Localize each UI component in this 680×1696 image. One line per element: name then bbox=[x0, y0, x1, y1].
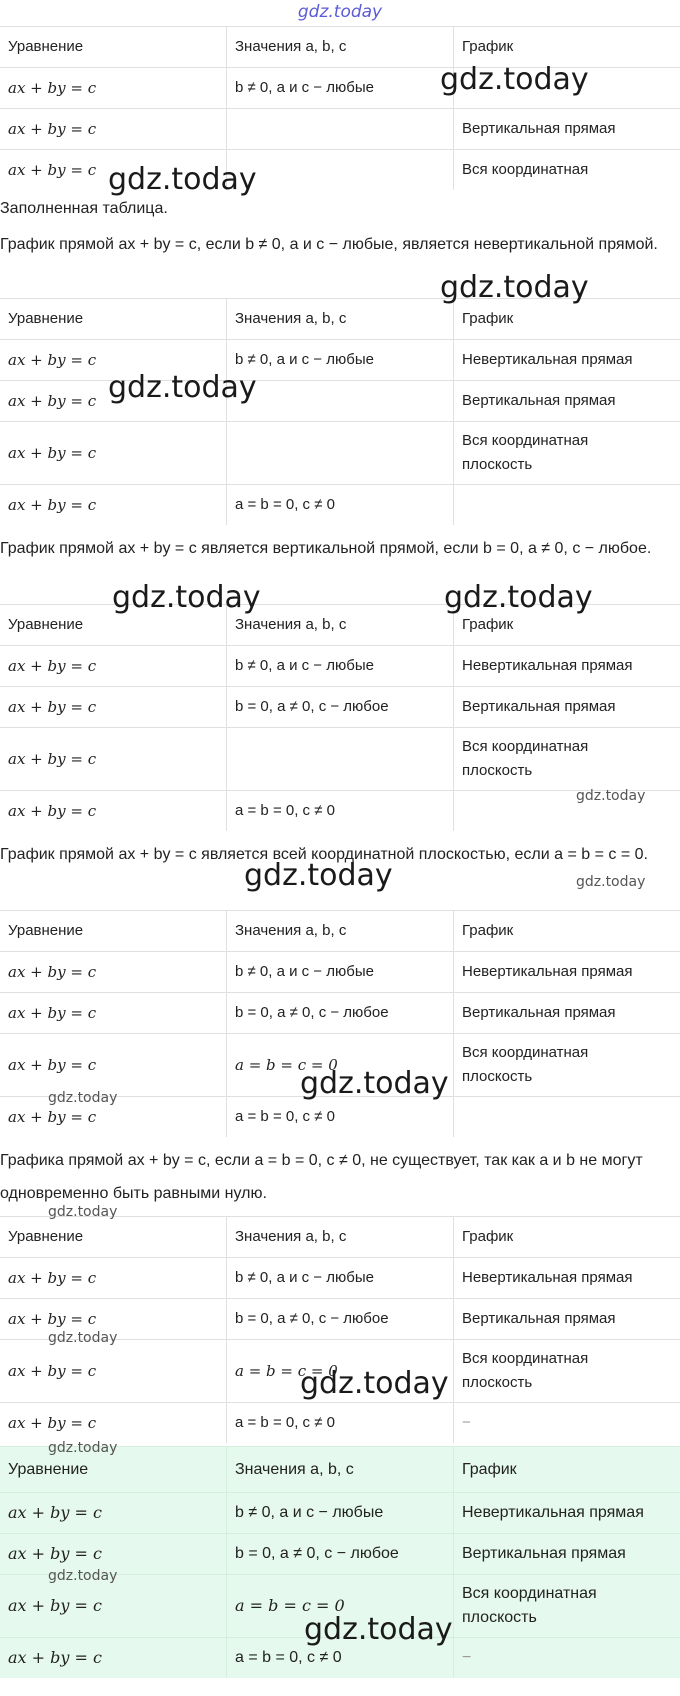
cell-values: b ≠ 0, a и c − любые bbox=[227, 952, 454, 993]
table-3 bbox=[0, 604, 680, 831]
watermark-text: gdz.today bbox=[576, 788, 646, 804]
cell-values: b = 0, a ≠ 0, c − любое bbox=[227, 687, 454, 728]
cell-equation: ax + by = c bbox=[0, 1493, 227, 1534]
cell-equation: ax + by = c bbox=[0, 340, 227, 381]
cell-graph: Вся координатная bbox=[462, 1044, 589, 1061]
cell-graph: Невертикальная прямая bbox=[454, 340, 680, 381]
watermark-text: gdz.today bbox=[444, 580, 593, 615]
header-values: Значения a, b, c bbox=[227, 27, 454, 68]
header-graph: График bbox=[454, 299, 680, 340]
table-1 bbox=[0, 26, 680, 190]
cell-values: b = 0, a ≠ 0, c − любое bbox=[227, 1299, 454, 1340]
cell-values: a = b = c = 0 bbox=[227, 1034, 454, 1097]
header-equation: Уравнение bbox=[0, 1217, 227, 1258]
paragraph-3: График прямой ax + by = c является вертикальной прямой, если b = 0, a ≠ 0, c − любое. bbox=[0, 540, 652, 557]
cell-graph: − bbox=[454, 1638, 680, 1679]
paragraph-4: График прямой ax + by = c является всей координатной плоскостью, если a = b = c = 0. bbox=[0, 846, 648, 863]
watermark-text: gdz.today bbox=[48, 1330, 118, 1346]
table-4 bbox=[0, 910, 680, 1137]
cell-equation: ax + by = c bbox=[0, 109, 227, 150]
cell-graph: Вертикальная прямая bbox=[454, 1534, 680, 1575]
top-watermark: gdz.today bbox=[297, 2, 383, 22]
header-equation: Уравнение bbox=[0, 605, 227, 646]
table-final bbox=[0, 1446, 680, 1678]
cell-values: a = b = c = 0 bbox=[227, 1575, 454, 1638]
paragraph-2: График прямой ax + by = c, если b ≠ 0, a и c − любые, является невертикальной прямой. bbox=[0, 236, 658, 253]
cell-equation: ax + by = c bbox=[0, 791, 227, 832]
cell-graph: плоскость bbox=[462, 1374, 533, 1391]
watermark-text: gdz.today bbox=[108, 162, 257, 197]
cell-equation: ax + by = c bbox=[0, 485, 227, 526]
cell-values: a = b = 0, c ≠ 0 bbox=[227, 1638, 454, 1679]
cell-graph: Вертикальная прямая bbox=[454, 1299, 680, 1340]
cell-values: a = b = 0, c ≠ 0 bbox=[227, 791, 454, 832]
watermark-text: gdz.today bbox=[440, 62, 589, 97]
paragraph-1: Заполненная таблица. bbox=[0, 200, 168, 217]
cell-equation: ax + by = c bbox=[0, 993, 227, 1034]
watermark-text: gdz.today bbox=[48, 1204, 118, 1220]
cell-equation: ax + by = c bbox=[0, 1340, 227, 1403]
cell-values: b ≠ 0, a и c − любые bbox=[227, 1258, 454, 1299]
cell-values: b = 0, a ≠ 0, c − любое bbox=[227, 1534, 454, 1575]
cell-graph: плоскость bbox=[462, 1068, 533, 1085]
header-equation: Уравнение bbox=[0, 27, 227, 68]
cell-equation: ax + by = c bbox=[0, 68, 227, 109]
cell-equation: ax + by = c bbox=[0, 1638, 227, 1679]
cell-equation: ax + by = c bbox=[0, 1097, 227, 1138]
cell-equation: ax + by = c bbox=[0, 1034, 227, 1097]
cell-equation: ax + by = c bbox=[0, 646, 227, 687]
cell-equation: ax + by = c bbox=[0, 422, 227, 485]
watermark-text: gdz.today bbox=[108, 370, 257, 405]
cell-equation: ax + by = c bbox=[0, 1575, 227, 1638]
cell-graph: плоскость bbox=[462, 762, 533, 779]
cell-graph: Вся координатная bbox=[462, 432, 589, 449]
cell-graph: Вся координатная bbox=[454, 150, 680, 191]
header-equation: Уравнение bbox=[0, 1447, 227, 1493]
cell-equation: ax + by = c bbox=[0, 150, 227, 191]
cell-equation: ax + by = c bbox=[0, 728, 227, 791]
paragraph-5: Графика прямой ax + by = c, если a = b = 0, c ≠ 0, не существует, так как a и b не могут одновременно быть равными нулю. bbox=[0, 1152, 643, 1202]
watermark-text: gdz.today bbox=[48, 1568, 118, 1584]
watermark-text: gdz.today bbox=[300, 1066, 449, 1101]
cell-graph: Вся координатная bbox=[462, 738, 589, 755]
cell-values: a = b = c = 0 bbox=[227, 1340, 454, 1403]
cell-equation: ax + by = c bbox=[0, 1403, 227, 1444]
cell-graph: плоскость bbox=[462, 456, 533, 473]
cell-equation: ax + by = c bbox=[0, 952, 227, 993]
cell-values: b ≠ 0, a и c − любые bbox=[227, 1493, 454, 1534]
header-equation: Уравнение bbox=[0, 299, 227, 340]
cell-values: b ≠ 0, a и c − любые bbox=[227, 646, 454, 687]
table-2 bbox=[0, 298, 680, 525]
watermark-text: gdz.today bbox=[112, 580, 261, 615]
header-graph: График bbox=[454, 1447, 680, 1493]
cell-equation: ax + by = c bbox=[0, 687, 227, 728]
watermark-text: gdz.today bbox=[576, 874, 646, 890]
cell-values: b ≠ 0, a и c − любые bbox=[227, 340, 454, 381]
watermark-text: gdz.today bbox=[300, 1366, 449, 1401]
cell-graph: Вся координатная bbox=[462, 1585, 597, 1602]
header-values: Значения a, b, c bbox=[227, 1217, 454, 1258]
cell-values: a = b = 0, c ≠ 0 bbox=[227, 1097, 454, 1138]
cell-values: a = b = 0, c ≠ 0 bbox=[227, 485, 454, 526]
cell-graph: Невертикальная прямая bbox=[454, 1493, 680, 1534]
header-values: Значения a, b, c bbox=[227, 1447, 454, 1493]
header-graph: График bbox=[454, 605, 680, 646]
header-graph: График bbox=[454, 1217, 680, 1258]
cell-equation: ax + by = c bbox=[0, 381, 227, 422]
header-graph: График bbox=[454, 27, 680, 68]
watermark-text: gdz.today bbox=[304, 1612, 453, 1647]
cell-equation: ax + by = c bbox=[0, 1299, 227, 1340]
cell-graph: Вертикальная прямая bbox=[454, 381, 680, 422]
cell-values: b = 0, a ≠ 0, c − любое bbox=[227, 993, 454, 1034]
table-5 bbox=[0, 1216, 680, 1443]
cell-graph: Невертикальная прямая bbox=[454, 646, 680, 687]
cell-values: a = b = 0, c ≠ 0 bbox=[227, 1403, 454, 1444]
cell-graph: Вся координатная bbox=[462, 1350, 589, 1367]
header-equation: Уравнение bbox=[0, 911, 227, 952]
cell-values: b ≠ 0, a и c − любые bbox=[227, 68, 454, 109]
cell-equation: ax + by = c bbox=[0, 1258, 227, 1299]
cell-graph: плоскость bbox=[462, 1609, 537, 1626]
watermark-text: gdz.today bbox=[440, 270, 589, 305]
cell-graph: Невертикальная прямая bbox=[454, 1258, 680, 1299]
header-values: Значения a, b, c bbox=[227, 911, 454, 952]
cell-graph: Невертикальная прямая bbox=[454, 952, 680, 993]
header-graph: График bbox=[454, 911, 680, 952]
cell-equation: ax + by = c bbox=[0, 1534, 227, 1575]
cell-graph: Вертикальная прямая bbox=[454, 993, 680, 1034]
cell-graph: Вертикальная прямая bbox=[454, 687, 680, 728]
watermark-text: gdz.today bbox=[48, 1090, 118, 1106]
watermark-text: gdz.today bbox=[48, 1440, 118, 1456]
watermark-text: gdz.today bbox=[244, 858, 393, 893]
header-values: Значения a, b, c bbox=[227, 299, 454, 340]
cell-graph: − bbox=[454, 1403, 680, 1444]
cell-graph: Вертикальная прямая bbox=[454, 109, 680, 150]
header-values: Значения a, b, c bbox=[227, 605, 454, 646]
